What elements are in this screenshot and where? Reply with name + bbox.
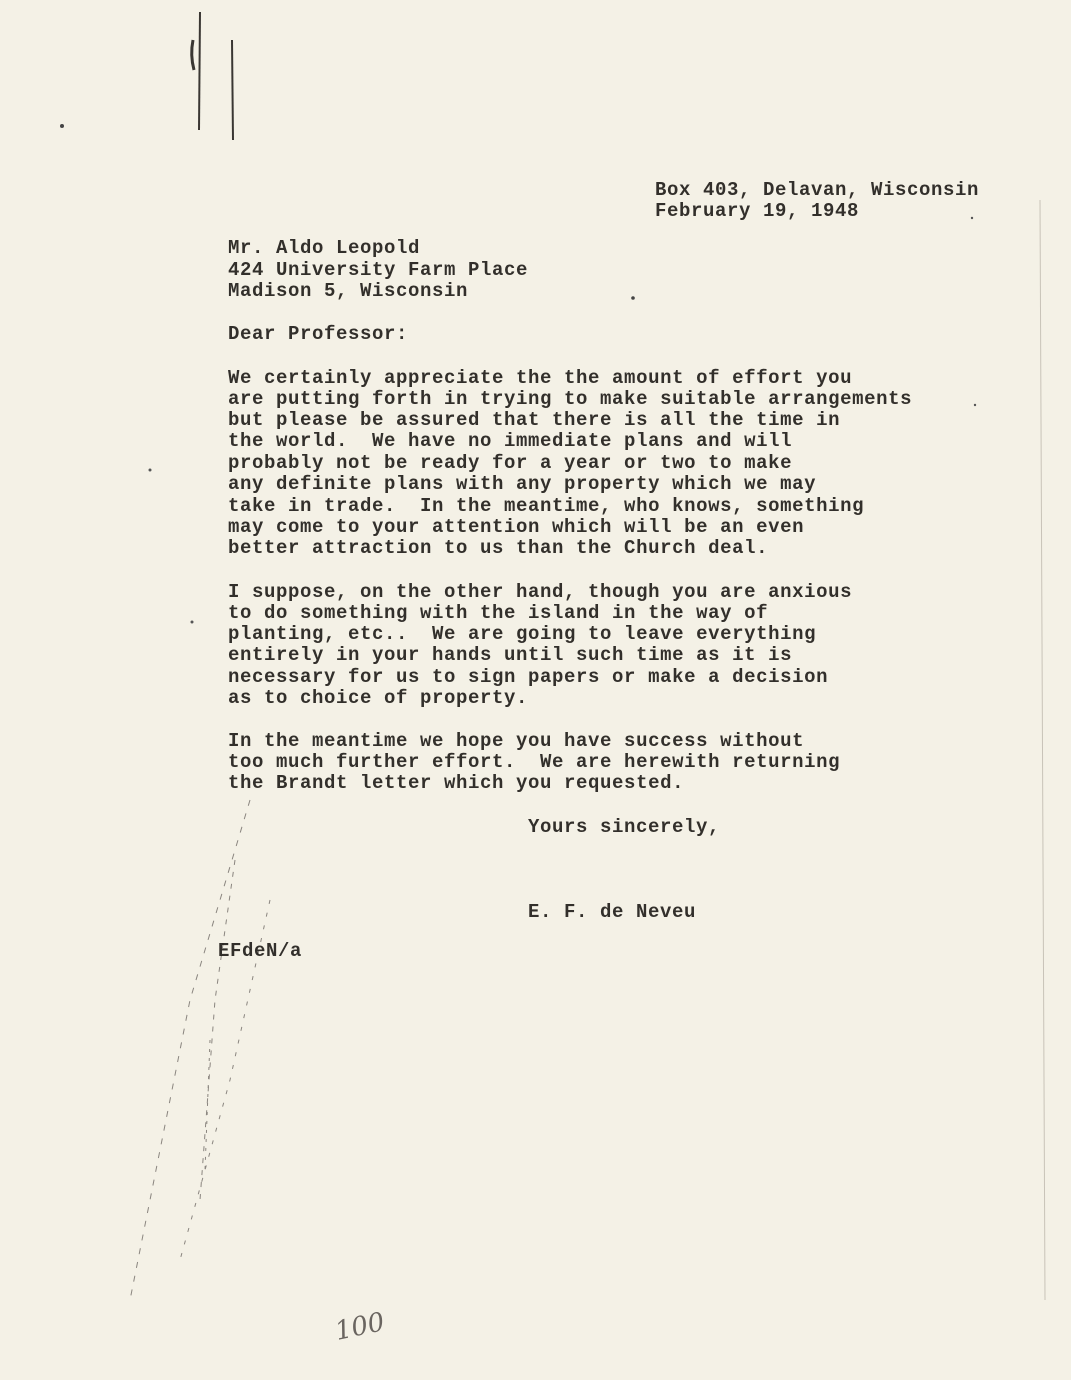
salutation: Dear Professor: bbox=[228, 323, 409, 345]
paragraph-line: any definite plans with any property which we may bbox=[228, 473, 817, 495]
paragraph-line: necessary for us to sign papers or make a decision bbox=[228, 666, 829, 688]
closing: Yours sincerely, bbox=[528, 816, 721, 838]
signature-name: E. F. de Neveu bbox=[528, 901, 697, 923]
edge-line bbox=[1040, 200, 1045, 1300]
paragraph-line: the world. We have no immediate plans and will bbox=[228, 430, 793, 452]
speck bbox=[149, 469, 152, 472]
pencil-mark bbox=[232, 40, 233, 140]
recipient-name: Mr. Aldo Leopold bbox=[228, 237, 421, 259]
pencil-mark bbox=[199, 12, 200, 130]
paragraph-line: I suppose, on the other hand, though you are anxious bbox=[228, 581, 853, 603]
paragraph-line: to do something with the island in the way of bbox=[228, 602, 769, 624]
speck bbox=[974, 404, 976, 406]
paragraph-line: In the meantime we hope you have success without bbox=[228, 730, 805, 752]
letter-date: February 19, 1948 bbox=[655, 200, 860, 222]
speck bbox=[60, 124, 64, 128]
paragraph-line: are putting forth in trying to make suitable arrangements bbox=[228, 388, 913, 410]
paragraph-line: too much further effort. We are herewith returning bbox=[228, 751, 841, 773]
paragraph-line: but please be assured that there is all the time in bbox=[228, 409, 841, 431]
sender-address: Box 403, Delavan, Wisconsin bbox=[655, 179, 980, 201]
speck bbox=[971, 217, 973, 219]
paragraph-line: entirely in your hands until such time as it is bbox=[228, 644, 793, 666]
scratch bbox=[200, 860, 235, 1200]
speck bbox=[631, 296, 635, 300]
paragraph-line: probably not be ready for a year or two to make bbox=[228, 452, 793, 474]
paragraph-line: take in trade. In the meantime, who knows, something bbox=[228, 495, 865, 517]
scratch bbox=[205, 1040, 210, 1170]
speck bbox=[191, 621, 194, 624]
paragraph-line: the Brandt letter which you requested. bbox=[228, 772, 685, 794]
recipient-street: 424 University Farm Place bbox=[228, 259, 529, 281]
paragraph-line: planting, etc.. We are going to leave everything bbox=[228, 623, 817, 645]
recipient-city: Madison 5, Wisconsin bbox=[228, 280, 469, 302]
pencil-mark bbox=[192, 40, 194, 70]
handwritten-note: 100 bbox=[332, 1307, 388, 1347]
scratch bbox=[130, 800, 250, 1300]
paragraph-line: better attraction to us than the Church deal. bbox=[228, 537, 769, 559]
paragraph-line: as to choice of property. bbox=[228, 687, 529, 709]
paragraph-line: may come to your attention which will be an even bbox=[228, 516, 805, 538]
reference-initials: EFdeN/a bbox=[218, 940, 303, 962]
paragraph-line: We certainly appreciate the the amount of effort you bbox=[228, 367, 853, 389]
